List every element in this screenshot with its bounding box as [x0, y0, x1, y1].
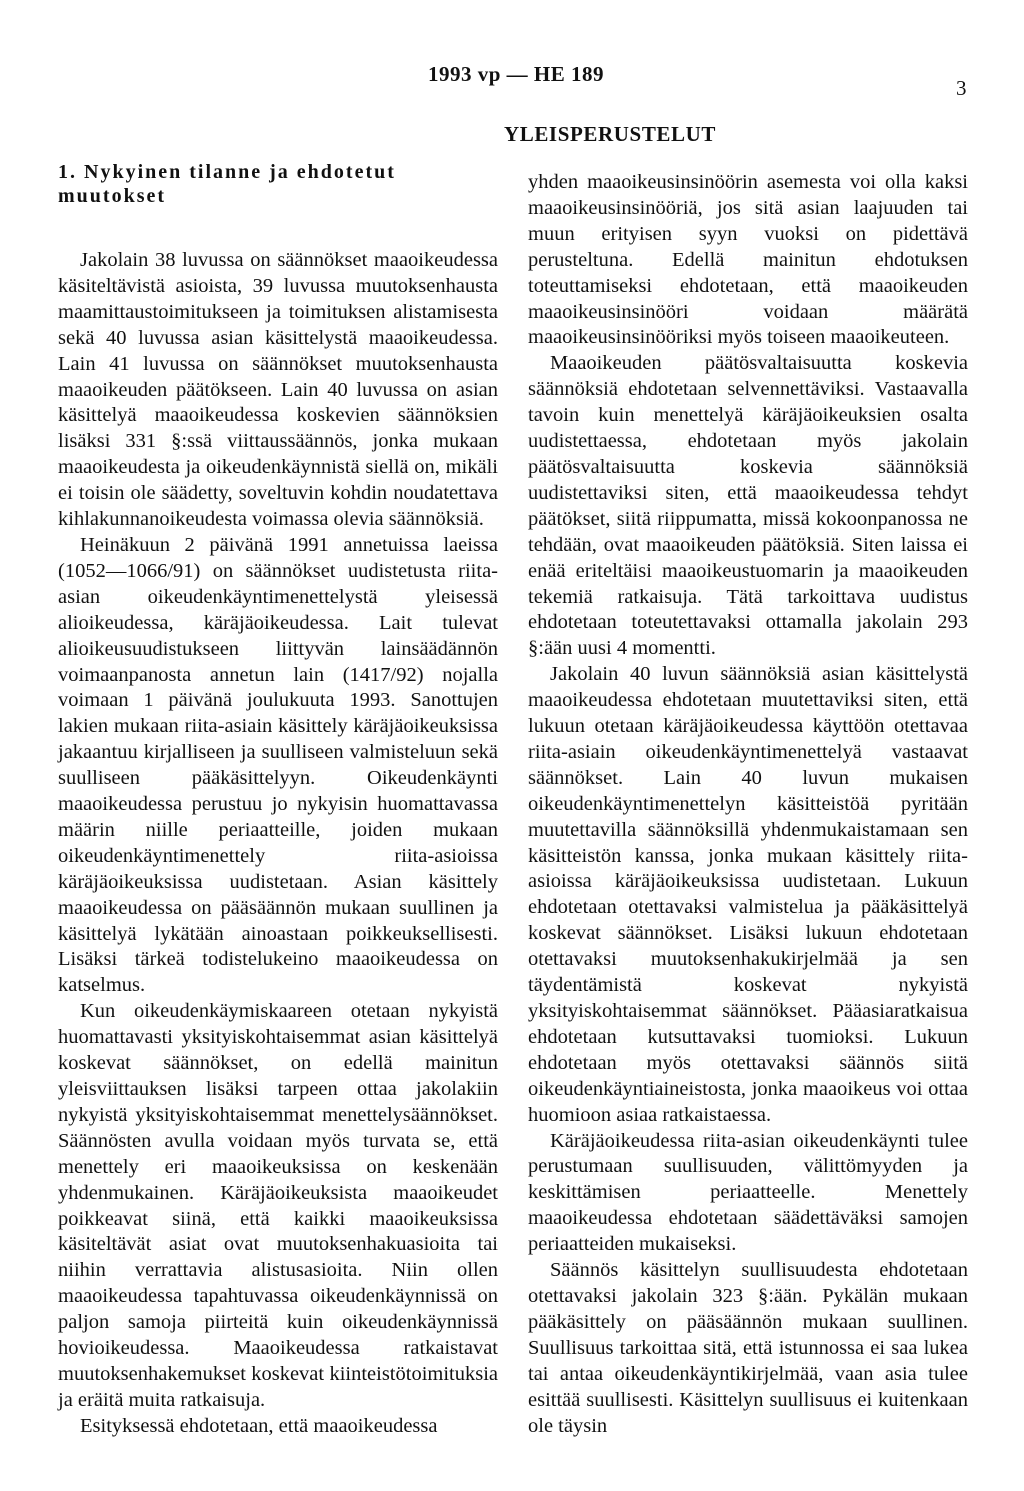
right-column — [528, 170, 968, 1439]
subheading: 1. Nykyinen tilanne ja ehdotetut muutokset — [58, 161, 396, 207]
left-column — [58, 160, 498, 1440]
paragraph: Heinäkuun 2 päivänä 1991 annetuissa laeissa (1052—1066/91) on säännökset uudistetusta riita-asian oikeudenkäyntimenettelystä yleisessä alioikeudessa, käräjäoikeudessa. Lait tulevat alioikeusuudistukseen liittyvän lainsäädännön voimaanpanosta annetun lain (1417/92) nojalla voimaan 1 päivänä joulukuuta 1993. Sanottujen lakien mukaan riita-asiain käsittely käräjäoikeuksissa jakaantuu kirjalliseen ja suulliseen valmisteluun sekä suulliseen pääkäsittelyyn. Oikeudenkäynti maaoikeudessa perustuu jo nykyisin huomattavassa määrin niille periaatteille, joiden mukaan oikeudenkäyntimenettely riita-asioissa käräjäoikeuksissa uudistetaan. Asian käsittely maaoikeudessa on pääsäännön mukaan suullinen ja käsittelyä lykätään ainoastaan poikkeuksellisesti. Lisäksi tärkeä todistelukeino maaoikeudessa on katselmus. — [58, 533, 498, 997]
paragraph: Maaoikeuden päätösvaltaisuutta koskevia säännöksiä ehdotetaan selvennettäviksi. Vastaavalla tavoin kuin menettelyä käräjäoikeuksien osalta uudistettaessa, ehdotetaan myös jakolain päätösvaltaisuutta koskevia säännöksiä uudistettaviksi siten, että maaoikeudessa tehdyt päätökset, siitä riippumatta, missä kokoonpanossa ne tehdään, ovat maaoikeuden päätöksiä. Siten laissa ei enää eriteltäisi maaoikeustuomarin ja maaoikeuden tekemiä ratkaisuja. Tätä tarkoittava uudistus ehdotetaan toteutettavaksi ottamalla jakolain 293 §:ään uusi 4 momentti. — [528, 352, 968, 660]
paragraph: Säännös käsittelyn suullisuudesta ehdotetaan otettavaksi jakolain 323 §:ään. Pykälän mukaan pääkäsittely on pääsäännön mukaan suullinen. Suullisuus tarkoittaa sitä, että istunnossa ei saa lukea tai antaa oikeudenkäyntikirjelmää, vaan asia tulee esittää suullisesti. Käsittelyn suullisuus ei kuitenkaan ole täysin — [528, 1259, 968, 1437]
paragraph: yhden maaoikeusinsinöörin asemesta voi olla kaksi maaoikeusinsinööriä, jos sitä asian laajuuden tai muun erityisen syyn vuoksi on pidettävä perusteltuna. Edellä mainitun ehdotuksen toteuttamiseksi ehdotetaan, että maaoikeuden maaoikeusinsinööri voidaan määrätä maaoikeusinsinööriksi myös toiseen maaoikeuteen. — [528, 171, 968, 349]
running-title: 1993 vp — HE 189 — [428, 62, 605, 86]
paragraph: Käräjäoikeudessa riita-asian oikeudenkäynti tulee perustumaan suullisuuden, välittömyyden ja keskittämisen periaatteelle. Menettely maaoikeudessa ehdotetaan säädettäväksi samojen periaatteiden mukaiseksi. — [528, 1129, 968, 1256]
paragraph: Jakolain 38 luvussa on säännökset maaoikeudessa käsiteltävistä asioista, 39 luvussa muutoksenhausta maamittaustoimitukseen ja toimituksen alistamisesta sekä 40 luvussa asian käsittelystä maaoikeudessa. Lain 41 luvussa on säännökset muutoksenhausta maaoikeuden päätökseen. Lain 40 luvussa on asian käsittelyä maaoikeudessa koskevien säännöksien lisäksi 331 §:ssä viittaussäännös, jonka mukaan maaoikeudesta ja oikeudenkäynnistä siellä on, mikäli ei toisin ole säädetty, soveltuvin kohdin noudatettava kihlakunnanoikeudesta voimassa olevia säännöksiä. — [58, 249, 498, 531]
paragraph: Esityksessä ehdotetaan, että maaoikeudessa — [80, 1414, 438, 1437]
section-heading: YLEISPERUSTELUT — [503, 122, 717, 146]
paragraph: Jakolain 40 luvun säännöksiä asian käsittelystä maaoikeudessa ehdotetaan muutettaviksi siten, että lukuun otetaan käräjäoikeudessa käyttöön otettavaa riita-asiain oikeudenkäyntimenettelyä vastaavat säännökset. Lain 40 luvun mukaisen oikeudenkäyntimenettelyn käsitteistöä pyritään muutettavilla säännöksillä yhdenmukaistamaan sen käsitteistön kanssa, jonka mukaan käsittely riita-asioissa käräjäoikeuksissa uudistetaan. Lukuun ehdotetaan otettavaksi valmistelua ja pääkäsittelyä koskevat säännökset. Lisäksi lukuun ehdotetaan otettavaksi muutoksenhakukirjelmää ja sen täydentämistä koskevat nykyistä yksityiskohtaisemmat säännökset. Pääasiaratkaisua ehdotetaan kutsuttavaksi tuomioksi. Lukuun ehdotetaan myös otettavaksi säännös siitä oikeudenkäyntiaineistosta, jonka maaoikeus voi ottaa huomioon asiaa ratkaistaessa. — [528, 663, 968, 1126]
paragraph: Kun oikeudenkäymiskaareen otetaan nykyistä huomattavasti yksityiskohtaisemmat asian käsittelyä koskevat säännökset, on edellä mainitun yleisviittauksen lisäksi tarpeen ottaa jakolakiin nykyistä yksityiskohtaisemmat menettelysäännökset. Säännösten avulla voidaan myös turvata se, että menettely eri maaoikeuksissa on keskenään yhdenmukainen. Käräjäoikeuksista maaoikeudet poikkeavat siinä, että kaikki maaoikeuksissa käsiteltävät asiat ovat muutoksenhakuasioita tai niihin verrattavia alistusasioita. Niin ollen maaoikeudessa tapahtuvassa oikeudenkäynnissä on paljon samoja piirteitä kuin oikeudenkäynnissä hovioikeudessa. Maaoikeudessa ratkaistavat muutoksenhakemukset koskevat kiinteistötoimituksia ja eräitä muita ratkaisuja. — [58, 1000, 498, 1411]
page-number: 3 — [956, 76, 967, 100]
